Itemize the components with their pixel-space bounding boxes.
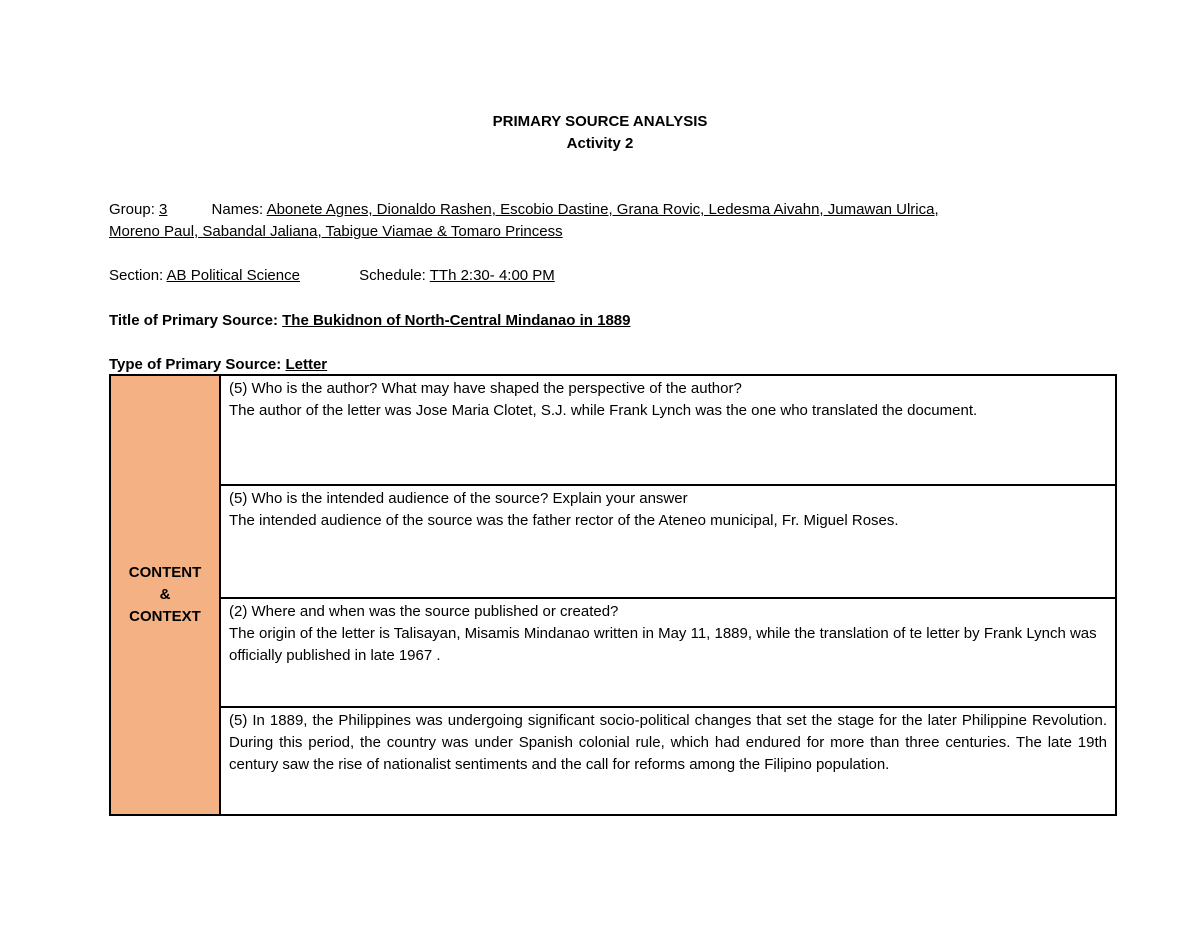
document-subtitle: Activity 2 [566, 135, 634, 152]
category-label-line2: & [159, 586, 171, 603]
document-title: PRIMARY SOURCE ANALYSIS [492, 113, 708, 130]
names-value-line2: Moreno Paul, Sabandal Jaliana, Tabigue Viamae & Tomaro Princess [109, 223, 563, 240]
section-schedule-line [109, 265, 555, 287]
group-names-line [109, 199, 939, 221]
names-value-line1: Abonete Agnes, Dionaldo Rashen, Escobio Dastine, Grana Rovic, Ledesma Aivahn, Jumawan Ulrica, [266, 201, 939, 218]
table-row [110, 485, 1116, 598]
question-cell [220, 598, 1116, 707]
question-cell [220, 485, 1116, 598]
section-value: AB Political Science [166, 267, 300, 284]
table-row [110, 707, 1116, 815]
table-row [110, 598, 1116, 707]
names-label: Names: [211, 201, 264, 218]
question-cell [220, 375, 1116, 485]
category-label-line1: CONTENT [128, 564, 202, 581]
source-type-label: Type of Primary Source: [109, 356, 282, 373]
question-text: (5) Who is the intended audience of the source? Explain your answer [229, 490, 688, 507]
answer-text: The intended audience of the source was the father rector of the Ateneo municipal, Fr. Miguel Roses. [229, 512, 899, 529]
question-text: (2) Where and when was the source published or created? [229, 603, 619, 620]
document-header [0, 111, 1200, 155]
schedule-label: Schedule: [359, 267, 426, 284]
source-title-value: The Bukidnon of North-Central Mindanao in 1889 [282, 312, 631, 329]
question-text: (5) In 1889, the Philippines was undergoing significant socio-political changes that set the stage for the later Philippine Revolution. During this period, the country was under Spanish colonial rule, which had endured for more than three centuries. The late 19th century saw the rise of nationalist sentiments and the call for reforms among the Filipino population. [229, 712, 1107, 773]
schedule-value: TTh 2:30- 4:00 PM [429, 267, 555, 284]
source-type-value: Letter [285, 356, 328, 373]
category-label-line3: CONTEXT [129, 608, 201, 625]
answer-text: The origin of the letter is Talisayan, Misamis Mindanao written in May 11, 1889, while the translation of te letter by Frank Lynch was officially published in late 1967 . [229, 625, 1097, 664]
analysis-table [109, 374, 1117, 816]
names-continuation-line [109, 221, 563, 243]
category-cell [110, 375, 220, 815]
answer-text: The author of the letter was Jose Maria Clotet, S.J. while Frank Lynch was the one who translated the document. [229, 402, 978, 419]
source-title-label: Title of Primary Source: [109, 312, 278, 329]
group-label: Group: [109, 201, 155, 218]
section-label: Section: [109, 267, 164, 284]
group-value: 3 [159, 201, 168, 218]
source-type-line [109, 354, 327, 376]
table-row [110, 375, 1116, 485]
question-cell [220, 707, 1116, 815]
source-title-line [109, 310, 630, 332]
question-text: (5) Who is the author? What may have shaped the perspective of the author? [229, 380, 742, 397]
